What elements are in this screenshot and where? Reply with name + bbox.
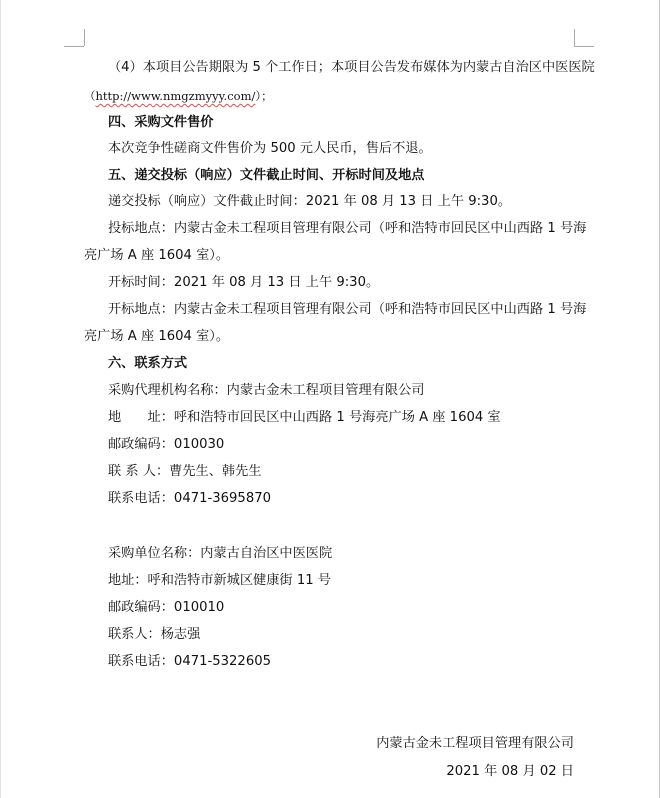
buyer-postal-code: 邮政编码：010010 <box>108 600 225 615</box>
buyer-contact-person: 联系人：杨志强 <box>108 627 201 642</box>
crop-mark-left-vertical <box>84 29 85 46</box>
crop-mark-left-horizontal <box>64 46 84 47</box>
paragraph-opening-time: 开标时间：2021 年 08 月 13 日 上午 9:30。 <box>108 275 380 290</box>
agent-name: 采购代理机构名称：内蒙古金未工程项目管理有限公司 <box>108 383 425 398</box>
page-edge-left <box>0 0 1 798</box>
heading-submission-deadline: 五、递交投标（响应）文件截止时间、开标时间及地点 <box>108 168 425 183</box>
url-open-paren: （ <box>84 89 96 103</box>
agent-contact-person: 联 系 人：曹先生、韩先生 <box>108 464 262 479</box>
signature-date: 2021 年 08 月 02 日 <box>446 764 574 779</box>
buyer-phone: 联系电话：0471-5322605 <box>108 654 271 669</box>
paragraph-submission-deadline: 递交投标（响应）文件截止时间：2021 年 08 月 13 日 上午 9:30。 <box>108 194 512 209</box>
url-close-paren: ）； <box>255 89 273 103</box>
heading-contact: 六、联系方式 <box>108 356 188 371</box>
paragraph-opening-location-cont: 亮广场 A 座 1604 室）。 <box>84 329 230 344</box>
agent-address: 地 址：呼和浩特市回民区中山西路 1 号海亮广场 A 座 1604 室 <box>108 410 501 425</box>
agent-postal-code: 邮政编码：010030 <box>108 437 225 452</box>
paragraph-bid-location-cont: 亮广场 A 座 1604 室）。 <box>84 248 230 263</box>
signature-company: 内蒙古金未工程项目管理有限公司 <box>376 736 574 751</box>
paragraph-document-price: 本次竞争性磋商文件售价为 500 元人民币，售后不退。 <box>108 141 432 156</box>
agent-phone: 联系电话：0471-3695870 <box>108 491 271 506</box>
buyer-name: 采购单位名称：内蒙古自治区中医医院 <box>108 546 333 561</box>
paragraph-opening-location: 开标地点：内蒙古金未工程项目管理有限公司（呼和浩特市回民区中山西路 1 号海 <box>108 302 587 317</box>
crop-mark-right-vertical <box>574 29 575 46</box>
heading-document-price: 四、采购文件售价 <box>108 115 214 130</box>
paragraph-announcement-period: （4）本项目公告期限为 5 个工作日；本项目公告发布媒体为内蒙古自治区中医医院 <box>108 60 595 75</box>
paragraph-bid-location: 投标地点：内蒙古金未工程项目管理有限公司（呼和浩特市回民区中山西路 1 号海 <box>108 221 587 236</box>
buyer-address: 地址：呼和浩特市新城区健康街 11 号 <box>108 573 331 588</box>
paragraph-announcement-url <box>84 87 660 105</box>
crop-mark-right-horizontal <box>574 46 594 47</box>
hospital-website-link[interactable]: http://www.nmgzmyyy.com/ <box>95 89 256 103</box>
